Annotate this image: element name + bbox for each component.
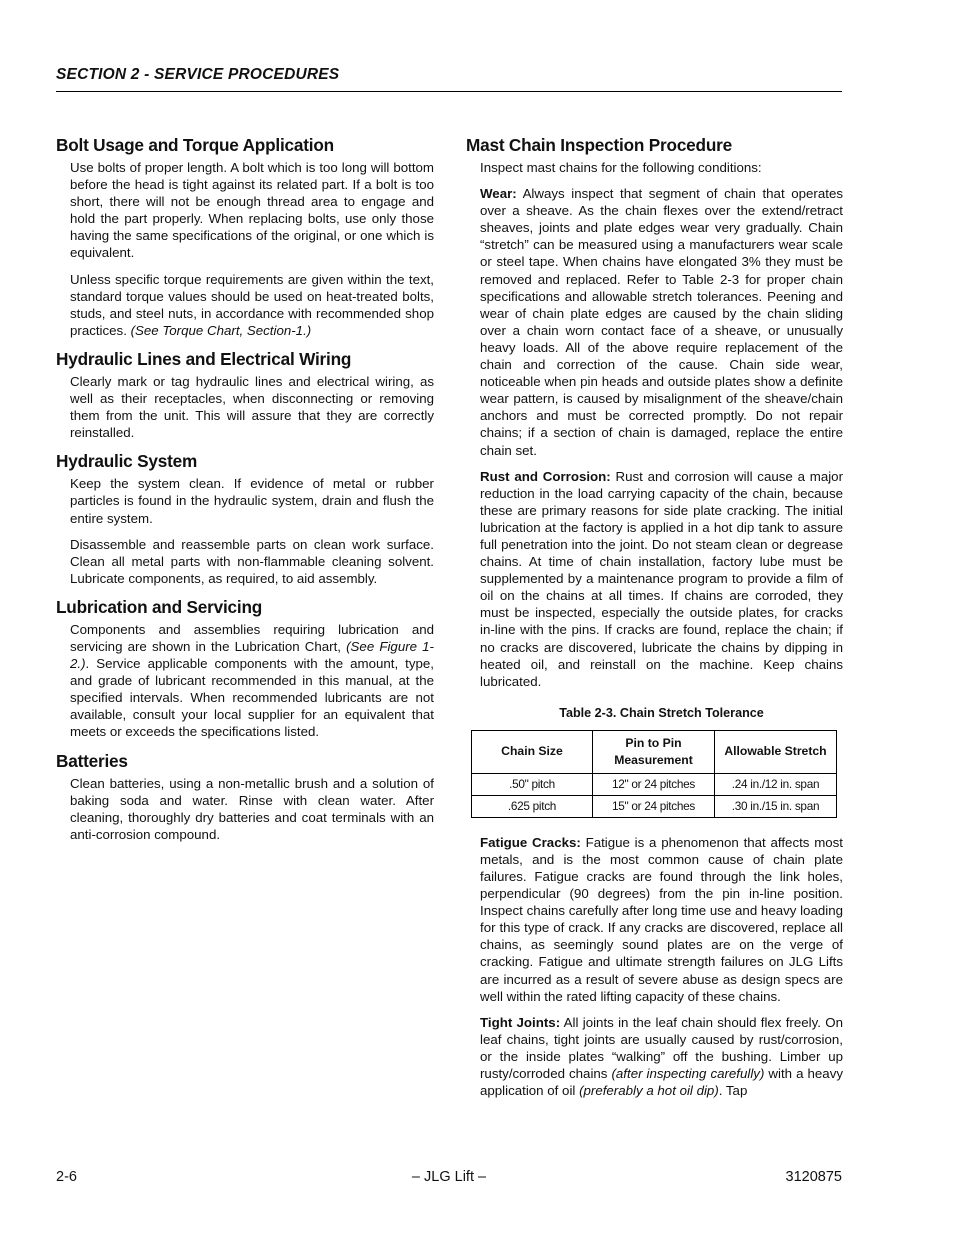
heading-bolt-usage: Bolt Usage and Torque Application [56,135,334,155]
column-header: Allowable Stretch [715,730,837,773]
paragraph-rust [480,468,843,690]
table-title: Table 2-3. Chain Stretch Tolerance [559,705,764,720]
text: Always inspect that segment of chain that operates over a sheave. As the chain flexes over the extend/retract sheaves, joints and plate edges wear very gradually. Chain “stretch” can be measured using a manufacturers wear scale or steel tape. When chains have elongated 3% they must be removed and replaced. Refer to Table 2-3 for proper chain specifications and allowable stretch tolerances. Peening and wear of chain plate edges are caused by the chain sliding over a chain worn contact face of a sheave, or unusually heavy loads. All of the above require replacement of the chain and correction of the cause. Chain side wear, noticeable when pin heads and outside plates show a definite wear pattern, is caused by misalignment of the sheave/chain anchors and must be corrected promptly. Do not repair chains; if a section of chain is damaged, replace the entire chain set. [480,186,843,458]
paragraph [70,271,434,339]
text: Fatigue is a phenomenon that affects most metals, and is the most common cause of chain plate failures. Fatigue cracks are found through the link holes, perpendicular (90 degrees) from the pin in-line position. Inspect chains carefully after long time use and heavy loading for this type of crack. If any cracks are discovered, replace all chains, as seemingly sound plates are on the verge of cracking. Fatigue and ultimate strength failures on JLG Lifts are incurred as a result of severe abuse as design specs are well within the rated lifting capacity of these chains. [480,834,844,1004]
table-row [472,795,837,817]
section-lubrication [56,596,434,741]
section-title: SECTION 2 - SERVICE PROCEDURES [56,66,340,83]
table-cell: 12" or 24 pitches [593,773,715,795]
footer-brand: – JLG Lift – [411,1169,487,1185]
heading-lubrication: Lubrication and Servicing [56,596,263,617]
heading-batteries: Batteries [56,750,128,771]
text: Rust and corrosion will cause a major reduction in the load carrying capacity of the chain, because these are primary reasons for side plate cracking. The initial lubrication at the factory is applied in a hot dip tank to assure full penetration into the joint. Do not steam clean or degrease chains. At time of chain installation, factory lube must be supplemented by a maintenance program to provide a film of oil on the chains at all times. If chains are corroded, they must be inspected, especially the outside plates, for cracks in-line with the pins. If cracks are found, replace the chain; if no cracks are discovered, lubricate the chains by dipping in heated oil, and reinstall on the machine. Keep chains lubricated. [480,468,843,689]
header-line: Pin to Pin [625,735,682,750]
table-cell: .24 in./12 in. span [715,773,837,795]
left-column [56,134,434,843]
right-column [466,134,843,1099]
emphasis: (preferably a hot oil dip) [579,1083,719,1099]
column-header [593,730,715,773]
paragraph [70,621,434,741]
paragraph-wear [480,185,843,459]
lead-label: Wear: [480,186,517,202]
paragraph: Keep the system clean. If evidence of metal or rubber particles is found in the hydraulic system, drain and flush the entire system. [70,476,434,526]
emphasis: (after inspecting carefully) [611,1066,765,1082]
table-cell: .30 in./15 in. span [715,795,837,817]
cross-reference: (See Torque Chart, Section-1.) [130,322,312,338]
table-row [472,773,837,795]
paragraph: Inspect mast chains for the following conditions: [480,160,762,175]
page-header [56,66,842,92]
heading-hydraulic-lines: Hydraulic Lines and Electrical Wiring [56,348,352,369]
section-hydraulic-lines [56,348,434,441]
paragraph: Clean batteries, using a non-metallic brush and a solution of baking soda and water. Rinse with clean water. After cleaning, thoroughly dry batteries and coat terminals with an anti-corrosion compound. [70,775,434,842]
text: Components and assemblies requiring lubrication and servicing are shown in the Lubrication Chart, [70,621,434,654]
paragraph: Clearly mark or tag hydraulic lines and electrical wiring, as well as their receptacles, when disconnecting or removing them from the unit. This will assure that they are correctly reinstalled. [70,373,434,441]
document-number: 3120875 [785,1169,842,1185]
heading-hydraulic-system: Hydraulic System [56,451,198,472]
table-cell: .625 pitch [472,795,593,817]
paragraph: Disassemble and reassemble parts on clean work surface. Clean all metal parts with non-flammable cleaning solvent. Lubricate components, as required, to aid assembly. [70,536,434,586]
heading-mast-chain: Mast Chain Inspection Procedure [466,135,732,155]
text: with a heavy application of oil [480,1066,843,1099]
text: . Tap [718,1083,748,1099]
page-footer [56,1169,842,1189]
text: . Service applicable components with the amount, type, and grade of lubricant recommended in this manual, at the specified intervals. When recommended lubricants are not available, consult your local supplier for an equivalent that meets or exceeds the specifications listed. [70,656,434,740]
paragraph: Use bolts of proper length. A bolt which is too long will bottom before the head is tight against its related part. If a bolt is too short, there will not be enough thread area to engage and hold the part properly. When replacing bolts, use only those having the same specifications of the original, or one which is equivalent. [70,160,434,261]
paragraph-fatigue [480,834,843,1005]
text: Unless specific torque requirements are given within the text, standard torque values should be used on heat-treated bolts, studs, and steel nuts, in accordance with recommended shop practices. [70,271,434,338]
page-number: 2-6 [56,1169,77,1185]
section-bolt-usage [56,134,434,339]
paragraph-tight-joints [480,1014,843,1099]
lead-label: Tight Joints: [480,1014,561,1030]
section-hydraulic-system [56,450,434,587]
lead-label: Rust and Corrosion: [480,468,611,484]
cross-reference: (See Figure 1-2.) [70,638,434,672]
lead-label: Fatigue Cracks: [480,834,581,850]
header-line: Measurement [614,752,693,767]
chain-stretch-table [471,730,837,818]
column-header: Chain Size [472,730,593,773]
section-batteries [56,750,434,843]
text: All joints in the leaf chain should flex freely. On leaf chains, tight joints are usually caused by rust/corrosion, or the inside plates “walking” off the bushing. Limber up rusty/corroded chains [480,1014,843,1082]
table-header-row [472,730,837,773]
table-cell: 15" or 24 pitches [593,795,715,817]
table-cell: .50" pitch [472,773,593,795]
